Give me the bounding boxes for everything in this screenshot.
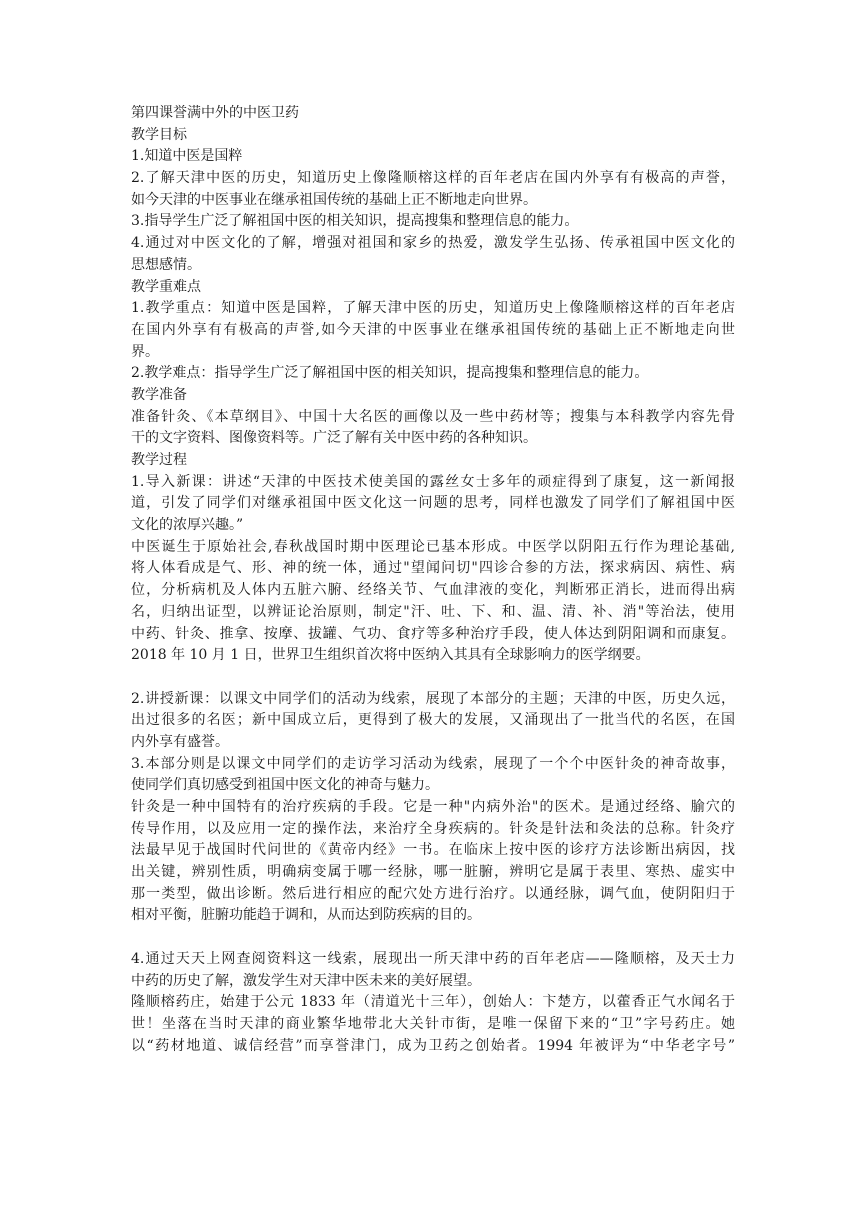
text-line: 出过很多的名医；新中国成立后，更得到了极大的发展，又涌现出了一批当代的名医，在国 (131, 712, 735, 729)
text-line: 相对平衡，脏腑功能趋于调和，从而达到防疾病的目的。 (131, 907, 481, 924)
text-line: 3.指导学生广泛了解祖国中医的相关知识，提高搜集和整理信息的能力。 (131, 213, 579, 230)
text-line: 1.导入新课：讲述“天津的中医技术使美国的露丝女士多年的顽症得到了康复，这一新闻报 (131, 473, 735, 490)
text-line: 2.了解天津中医的历史，知道历史上像隆顺榕这样的百年老店在国内外享有有极高的声誉， (131, 170, 735, 187)
text-line: 中药、针灸、推拿、按摩、拔罐、气功、食疗等多种治疗手段，使人体达到阴阳调和而康复。 (131, 625, 735, 642)
text-line: 法最早见于战国时代问世的《黄帝内经》一书。在临床上按中医的诊疗方法诊断出病因，找 (131, 842, 735, 859)
text-line: 世！坐落在当时天津的商业繁华地带北大关针市街，是唯一保留下来的“卫”字号药庄。她 (131, 1015, 735, 1032)
blank-line (131, 927, 735, 949)
text-line: 2.讲授新课：以课文中同学们的活动为线索，展现了本部分的主题；天津的中医，历史久远， (131, 690, 735, 707)
text-line: 2.教学难点：指导学生广泛了解祖国中医的相关知识，提高搜集和整理信息的能力。 (131, 365, 649, 382)
text-line: 第四课誉满中外的中医卫药 (131, 105, 299, 121)
text-line: 准备针灸、《本草纲目》、中国十大名医的画像以及一些中药材等；搜集与本科教学内容先骨 (131, 408, 735, 425)
text-line: 传导作用，以及应用一定的操作法，来治疗全身疾病的。针灸是针法和灸法的总称。针灸疗 (131, 820, 735, 837)
text-line: 思想感情。 (131, 256, 201, 273)
text-line: 出关键，辨别性质，明确病变属于哪一经脉，哪一脏腑，辨明它是属于表里、寒热、虚实中 (131, 864, 735, 881)
text-line: 针灸是一种中国特有的治疗疾病的手段。它是一种"内病外治"的医术。是通过经络、腧穴的 (131, 799, 735, 815)
text-line: 4.通过天天上网查阅资料这一线索，展现出一所天津中药的百年老店——隆顺榕，及天士力 (131, 950, 735, 967)
text-line: 1.教学重点：知道中医是国粹，了解天津中医的历史，知道历史上像隆顺榕这样的百年老店 (131, 300, 735, 317)
blank-line (131, 667, 735, 689)
text-line: 教学目标 (131, 126, 187, 143)
text-line: 如今天津的中医事业在继承祖国传统的基础上正不断地走向世界。 (131, 191, 537, 208)
text-line: 道，引发了同学们对继承祖国中医文化这一问题的思考，同样也激发了同学们了解祖国中医 (131, 495, 735, 512)
text-line: 2018 年 10 月 1 日，世界卫生组织首次将中医纳入其具有全球影响力的医学纲要。 (131, 647, 650, 664)
text-line: 4.通过对中医文化的了解，增强对祖国和家乡的热爱，激发学生弘扬、传承祖国中医文化的 (131, 235, 735, 252)
text-line: 那一类型，做出诊断。然后进行相应的配穴处方进行治疗。以通经脉，调气血，使阴阳归于 (131, 885, 735, 902)
text-line: 位，分析病机及人体内五脏六腑、经络关节、气血津液的变化，判断邪正消长，进而得出病 (131, 582, 735, 599)
text-line: 3.本部分则是以课文中同学们的走访学习活动为线索，展现了一个个中医针灸的神奇故事， (131, 755, 735, 772)
text-line: 界。 (131, 343, 159, 360)
text-line: 隆顺榕药庄，始建于公元 1833 年（清道光十三年），创始人：卞楚方，以藿香正气水闻名于 (131, 994, 735, 1011)
text-line: 中药的历史了解，激发学生对天津中医未来的美好展望。 (131, 972, 481, 989)
text-line: 内外享有盛誉。 (131, 733, 229, 750)
text-line: 在国内外享有有极高的声誉,如今天津的中医事业在继承祖国传统的基础上正不断地走向世 (131, 321, 735, 338)
text-line: 使同学们真切感受到祖国中医文化的神奇与魅力。 (131, 777, 439, 794)
text-line: 教学过程 (131, 452, 187, 468)
text-line: 名，归纳出证型，以辨证论治原则，制定"汗、吐、下、和、温、清、补、消"等治法，使用 (131, 603, 735, 620)
text-line: 中医诞生于原始社会,春秋战国时期中医理论已基本形成。中医学以阴阳五行作为理论基础, (131, 538, 735, 555)
text-line: 教学准备 (131, 386, 187, 403)
text-line: 将人体看成是气、形、神的统一体，通过"望闻问切"四诊合参的方法，探求病因、病性、病 (131, 560, 735, 577)
document-page (131, 103, 735, 1057)
text-line: 文化的浓厚兴趣。” (131, 517, 244, 534)
text-line: 教学重难点 (131, 278, 201, 295)
text-line: 1.知道中医是国粹 (131, 148, 243, 165)
text-line: 干的文字资料、图像资料等。广泛了解有关中医中药的各种知识。 (131, 430, 537, 447)
text-line: 以“药材地道、诚信经营”而享誉津门，成为卫药之创始者。1994 年被评为“中华老字号” (131, 1037, 735, 1054)
